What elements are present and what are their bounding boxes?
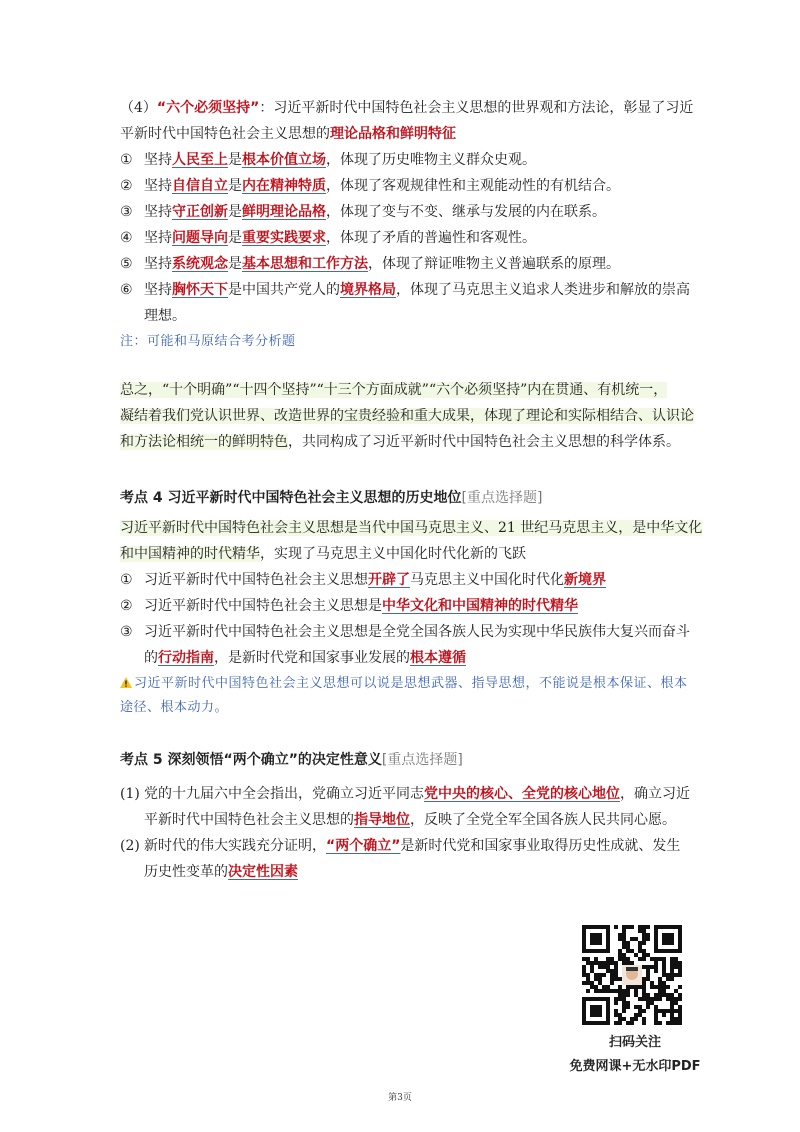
intro-prefix: （4） [120,100,157,116]
section-heading-k4 [120,488,542,508]
item-keyword: 指导地位 [354,812,410,828]
item-keyword: 根本价值立场 [242,152,326,168]
item-text: 是 [228,204,242,220]
item-text: 习近平新时代中国特色社会主义思想是全党全国各族人民为实现中华民族伟大复兴而奋斗 [144,624,690,640]
k5-item [120,784,690,804]
item-keyword: 中华文化和中国精神的时代精华 [382,598,578,614]
k4-paragraph [120,518,702,538]
item-text: ，体现了马克思主义追求人类进步和解放的崇高 [396,282,690,298]
list-item [120,622,690,642]
item-number: (1) [120,786,140,802]
list-item-continuation [144,648,466,668]
k4-text: 和中国精神的时代精华 [120,546,260,562]
item-text: 是 [228,230,242,246]
item-keyword: 决定性因素 [228,864,298,880]
qr-caption-follow: 扫码关注 [608,1035,661,1050]
item-text: 新时代的伟大实践充分证明， [144,838,326,854]
item-keyword: 鲜明理论品格 [242,204,326,220]
summary-text: 总之，“十个明确”“十四个坚持”“十三个方面成就”“六个必须坚持”内在贯通、有机统一， [120,382,668,398]
item-text: 是中国共产党人的 [228,282,340,298]
list-item [120,202,606,222]
item-number: ③ [120,204,133,220]
item-number: ① [120,152,133,168]
k4-paragraph [120,544,526,564]
k5-item-continuation [144,810,676,830]
item-text: 习近平新时代中国特色社会主义思想 [144,572,368,588]
k4-text: ，实现了马克思主义中国化时代化新的飞跃 [260,546,526,562]
summary-text: ，共同构成了习近平新时代中国特色社会主义思想的科学体系。 [288,434,680,450]
item-text: 党的十九届六中全会指出，党确立习近平同志 [144,786,424,802]
item-keyword: 根本遵循 [410,650,466,666]
item-text: 是 [228,178,242,194]
item-keyword: 自信自立 [172,178,228,194]
six-persist-intro-line2 [120,124,456,144]
summary-text: 和方法论相统一的鲜明特色 [120,434,288,450]
item-keyword: 人民至上 [172,152,228,168]
item-text: 坚持 [144,256,172,272]
summary-text: 凝结着我们党认识世界、改造世界的宝贵经验和重大成果，体现了理论和实际相结合、认识论 [120,408,694,424]
item-number: ⑤ [120,256,133,272]
item-text: 是 [228,256,242,272]
item-keyword: 内在精神特质 [242,178,326,194]
k5-item [120,836,680,856]
item-text: ，体现了矛盾的普遍性和客观性。 [326,230,536,246]
item-number: ⑥ [120,282,133,298]
item-keyword: 基本思想和工作方法 [242,256,368,272]
summary-line [120,380,667,400]
warning-text: 习近平新时代中国特色社会主义思想可以说是思想武器、指导思想，不能说是根本保证、根本 [134,676,688,691]
list-item [120,280,690,300]
list-item [120,150,536,170]
list-item [120,254,620,274]
item-keyword: 守正创新 [172,204,228,220]
item-text: ，体现了辩证唯物主义普遍联系的原理。 [368,256,620,272]
item-text: ，反映了全党全军全国各族人民共同心愿。 [410,812,676,828]
item-text: 平新时代中国特色社会主义思想的 [144,812,354,828]
list-item-continuation [144,306,186,326]
qr-caption-free: 免费网课+无水印PDF [569,1059,701,1074]
item-text: 坚持 [144,282,172,298]
warning-note [120,674,688,694]
item-keyword: 问题导向 [172,230,228,246]
item-keyword: 重要实践要求 [242,230,326,246]
heading-text: 考点 4 习近平新时代中国特色社会主义思想的历史地位 [120,490,462,506]
heading-tag: [重点选择题] [461,490,543,506]
item-text: 的 [144,650,158,666]
item-keyword: 胸怀天下 [172,282,228,298]
item-keyword: 行动指南 [158,650,214,666]
intro2-keyword: 理论品格和鲜明特征 [330,126,456,142]
item-number: (2) [120,838,140,854]
item-text: 坚持 [144,152,172,168]
item-keyword: 开辟了 [368,572,410,588]
intro2-text: 平新时代中国特色社会主义思想的 [120,126,330,142]
list-item [120,176,620,196]
k5-item-continuation [144,862,298,882]
item-number: ④ [120,230,133,246]
item-text: ，体现了客观规律性和主观能动性的有机结合。 [326,178,620,194]
list-item [120,228,536,248]
intro-text: ：习近平新时代中国特色社会主义思想的世界观和方法论，彰显了习近 [259,100,694,116]
item-text: 是新时代党和国家事业取得历史性成就、发生 [400,838,681,854]
item-text: 马克思主义中国化时代化 [410,572,564,588]
exam-note: 注：可能和马原结合考分析题 [120,334,296,349]
page-number: 第3页 [388,1093,412,1103]
item-keyword: “两个确立” [326,838,401,854]
item-number: ③ [120,624,133,640]
item-text: 理想。 [144,308,186,324]
item-text: 坚持 [144,204,172,220]
summary-line [120,406,694,426]
k4-text: 习近平新时代中国特色社会主义思想是当代中国马克思主义、21 世纪马克思主义，是中华文化 [120,520,703,536]
item-keyword: 新境界 [564,572,606,588]
item-text: 是 [228,152,242,168]
item-text: ，确立习近 [620,786,690,802]
item-number: ① [120,572,133,588]
section-heading-k5 [120,750,463,770]
list-item [120,596,578,616]
warning-icon [120,677,132,688]
item-text: 坚持 [144,230,172,246]
item-keyword: 系统观念 [172,256,228,272]
item-text: 坚持 [144,178,172,194]
item-text: ，体现了变与不变、继承与发展的内在联系。 [326,204,606,220]
summary-line [120,432,680,452]
heading-tag: [重点选择题] [381,752,463,768]
qr-code-graphic [582,925,682,1025]
list-item [120,570,606,590]
item-text: ，体现了历史唯物主义群众史观。 [326,152,536,168]
item-number: ② [120,178,133,194]
item-text: 习近平新时代中国特色社会主义思想是 [144,598,382,614]
item-text: 历史性变革的 [144,864,228,880]
item-text: ，是新时代党和国家事业发展的 [214,650,410,666]
warning-note-line2: 途径、根本动力。 [120,700,229,715]
qr-code-icon[interactable] [582,925,682,1025]
intro-keyword: “六个必须坚持” [156,100,260,116]
item-keyword: 境界格局 [340,282,396,298]
six-persist-intro [120,98,693,118]
item-keyword: 党中央的核心、全党的核心地位 [424,786,620,802]
heading-text: 考点 5 深刻领悟“两个确立”的决定性意义 [120,752,382,768]
item-number: ② [120,598,133,614]
